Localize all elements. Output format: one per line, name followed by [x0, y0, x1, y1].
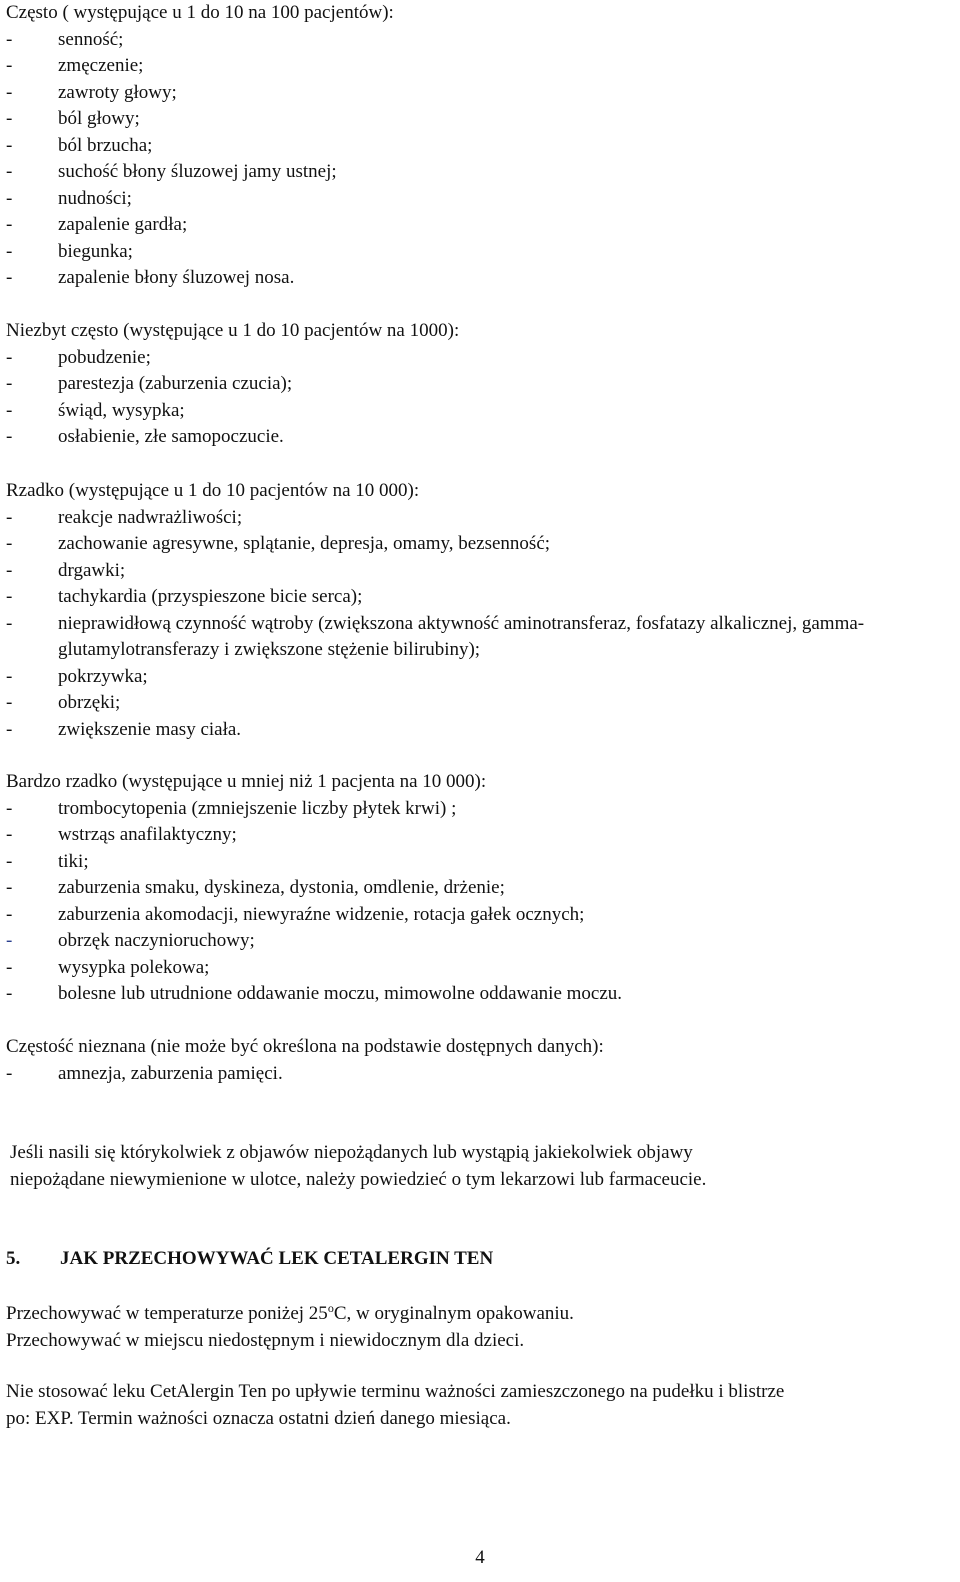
list-item-text: ból brzucha;: [58, 134, 153, 156]
uncommon-list: [6, 345, 956, 451]
list-item-text: obrzęki;: [58, 692, 121, 713]
degree-superscript: o: [327, 1301, 334, 1315]
bullet-dash: -: [6, 824, 13, 845]
list-item: [6, 239, 956, 266]
list-item-text: zapalenie błony śluzowej nosa.: [58, 267, 295, 288]
list-item: [6, 558, 956, 585]
list-item: [6, 584, 956, 611]
list-item: [6, 664, 956, 691]
list-item-text: parestezja (zaburzenia czucia);: [58, 373, 293, 394]
list-item-text: zaburzenia akomodacji, niewyraźne widzenie, rotacja gałek ocznych;: [58, 903, 585, 925]
list-item: [6, 159, 956, 186]
bullet-dash: -: [6, 533, 13, 554]
list-item-text: pokrzywka;: [58, 665, 148, 687]
list-item-text: świąd, wysypka;: [58, 399, 185, 421]
bullet-dash: -: [6, 797, 13, 819]
section-number: 5.: [6, 1248, 21, 1269]
list-item: [6, 27, 956, 54]
list-item: [6, 875, 956, 902]
list-item: [6, 717, 956, 744]
list-item: [6, 424, 956, 451]
bullet-dash: -: [6, 506, 13, 528]
expiry-instructions: [6, 1379, 956, 1432]
uncommon-heading: Niezbyt często (występujące u 1 do 10 pacjentów na 1000):: [6, 320, 460, 341]
list-item: [6, 796, 956, 823]
expiry-line-1: Nie stosować leku CetAlergin Ten po upływie terminu ważności zamieszczonego na pudełku i blistrze: [6, 1381, 785, 1402]
section-title: JAK PRZECHOWYWAĆ LEK CETALERGIN TEN: [60, 1248, 494, 1269]
list-item-text: zwiększenie masy ciała.: [58, 718, 242, 740]
list-item-text: zachowanie agresywne, splątanie, depresja, omamy, bezsenność;: [58, 533, 551, 554]
uncommon-side-effects: [6, 318, 956, 451]
list-item-text: wysypka polekowa;: [58, 956, 210, 978]
list-item: [6, 849, 956, 876]
list-item: [6, 80, 956, 107]
list-item-text: ból głowy;: [58, 108, 140, 129]
bullet-dash: -: [6, 28, 13, 50]
list-item: [6, 1061, 956, 1088]
list-item-text: reakcje nadwrażliwości;: [58, 506, 243, 528]
list-item: [6, 371, 956, 398]
list-item: [6, 822, 956, 849]
storage-instructions: [6, 1301, 956, 1354]
expiry-line-2: po: EXP. Termin ważności oznacza ostatni dzień danego miesiąca.: [6, 1407, 511, 1429]
list-item-text: zawroty głowy;: [58, 81, 177, 103]
section-5-heading: [6, 1246, 956, 1272]
bullet-dash: -: [6, 161, 13, 182]
list-item: [6, 345, 956, 372]
storage-temp-text: Przechowywać w temperaturze poniżej 25: [6, 1303, 328, 1324]
unknown-frequency-side-effects: [6, 1034, 956, 1087]
common-heading: Często ( występujące u 1 do 10 na 100 pacjentów):: [6, 2, 394, 23]
list-item: [6, 186, 956, 213]
bullet-dash: -: [6, 134, 13, 156]
report-notice-line-1: Jeśli nasili się którykolwiek z objawów niepożądanych lub wystąpią jakiekolwiek objawy: [10, 1142, 693, 1163]
bullet-dash: -: [6, 665, 13, 687]
bullet-dash: -: [6, 692, 13, 713]
rare-heading: Rzadko (występujące u 1 do 10 pacjentów na 10 000):: [6, 480, 420, 501]
rare-side-effects: [6, 478, 956, 743]
bullet-dash: -: [6, 240, 13, 262]
rare-list: [6, 505, 956, 744]
list-item-text: suchość błony śluzowej jamy ustnej;: [58, 161, 337, 182]
list-item-text: zapalenie gardła;: [58, 214, 188, 235]
bullet-dash: -: [6, 108, 13, 129]
list-item-text: pobudzenie;: [58, 346, 151, 368]
list-item: [6, 611, 956, 664]
bullet-dash: -: [6, 81, 13, 103]
list-item: [6, 928, 956, 955]
list-item-text: drgawki;: [58, 559, 126, 581]
list-item: [6, 531, 956, 558]
list-item-text: amnezja, zaburzenia pamięci.: [58, 1062, 283, 1084]
bullet-dash: -: [6, 559, 13, 581]
common-side-effects: [6, 0, 956, 292]
list-item-text: biegunka;: [58, 240, 133, 262]
list-item-text: nudności;: [58, 187, 132, 209]
list-item-text: nieprawidłową czynność wątroby (zwiększona aktywność aminotransferaz, fosfatazy alkalicznej, gamma-glutamylotransferazy i zwiększone stężenie bilirubiny);: [58, 612, 865, 660]
bullet-dash: -: [6, 612, 13, 634]
very-rare-list: [6, 796, 956, 1008]
list-item-text: senność;: [58, 28, 124, 50]
list-item-text: wstrząs anafilaktyczny;: [58, 824, 237, 845]
list-item-text: zmęczenie;: [58, 55, 144, 76]
bullet-dash: -: [6, 586, 13, 607]
bullet-dash: -: [6, 930, 13, 951]
bullet-dash: -: [6, 55, 13, 76]
list-item-text: tiki;: [58, 850, 89, 872]
list-item: [6, 212, 956, 239]
list-item-text: tachykardia (przyspieszone bicie serca);: [58, 586, 363, 607]
unknown-list: [6, 1061, 956, 1088]
bullet-dash: -: [6, 399, 13, 421]
bullet-dash: -: [6, 850, 13, 872]
bullet-dash: -: [6, 426, 13, 447]
report-notice-line-2: niepożądane niewymienione w ulotce, należy powiedzieć o tym lekarzowi lub farmaceucie.: [10, 1168, 707, 1190]
list-item: [6, 265, 956, 292]
bullet-dash: -: [6, 346, 13, 368]
list-item: [6, 981, 956, 1008]
list-item: [6, 106, 956, 133]
list-item-text: trombocytopenia (zmniejszenie liczby płytek krwi) ;: [58, 797, 457, 819]
bullet-dash: -: [6, 267, 13, 288]
storage-temp-text-end: C, w oryginalnym opakowaniu.: [333, 1303, 574, 1324]
list-item-text: bolesne lub utrudnione oddawanie moczu, mimowolne oddawanie moczu.: [58, 983, 623, 1004]
page-number: 4: [475, 1547, 485, 1568]
bullet-dash: -: [6, 373, 13, 394]
unknown-heading: Częstość nieznana (nie może być określona na podstawie dostępnych danych):: [6, 1036, 604, 1057]
bullet-dash: -: [6, 903, 13, 925]
list-item: [6, 133, 956, 160]
very-rare-heading: Bardzo rzadko (występujące u mniej niż 1 pacjenta na 10 000):: [6, 771, 487, 792]
list-item: [6, 505, 956, 532]
bullet-dash: -: [6, 983, 13, 1004]
bullet-dash: -: [6, 956, 13, 978]
list-item: [6, 690, 956, 717]
bullet-dash: -: [6, 877, 13, 898]
very-rare-side-effects: [6, 769, 956, 1008]
list-item-text: osłabienie, złe samopoczucie.: [58, 426, 284, 447]
bullet-dash: -: [6, 214, 13, 235]
common-list: [6, 27, 956, 292]
bullet-dash: -: [6, 187, 13, 209]
list-item-text: obrzęk naczynioruchowy;: [58, 930, 255, 951]
list-item: [6, 902, 956, 929]
bullet-dash: -: [6, 1062, 13, 1084]
storage-temperature-line: [6, 1301, 956, 1328]
report-notice: [10, 1140, 956, 1193]
list-item: [6, 398, 956, 425]
list-item-text: zaburzenia smaku, dyskineza, dystonia, omdlenie, drżenie;: [58, 877, 505, 898]
storage-children-line: Przechowywać w miejscu niedostępnym i niewidocznym dla dzieci.: [6, 1329, 525, 1351]
list-item: [6, 53, 956, 80]
list-item: [6, 955, 956, 982]
bullet-dash: -: [6, 718, 13, 740]
